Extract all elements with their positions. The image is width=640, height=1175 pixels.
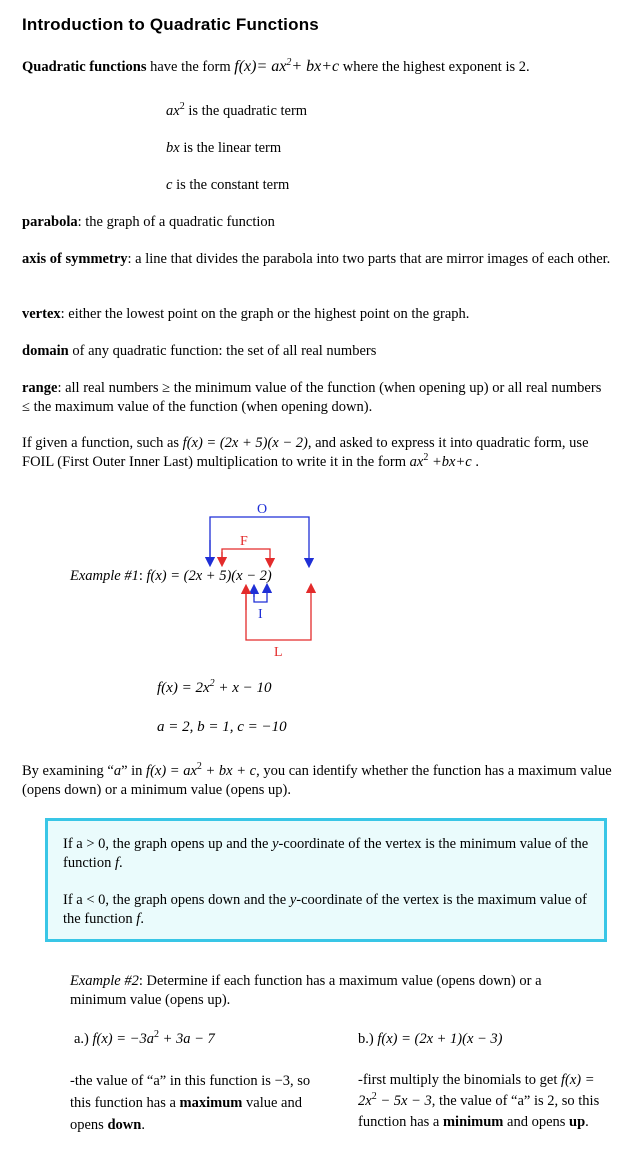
example1-line: Example #1: f(x) = (2x + 5)(x − 2) (70, 568, 272, 584)
examining-paragraph: By examining “a” in $f(x) = ax^2$ + bx + c, you can identify whether the function has a maximum value (opens down) or a minimum value (opens up). (22, 761, 612, 798)
def-domain: domain of any quadratic function: the set of all real numbers (22, 343, 377, 359)
example2-a-solution: -the value of “a” in this function is −3, so this function has a maximum value and opens down. (70, 1073, 311, 1133)
def-range: range: all real numbers ≥ the minimum value of the function (when opening up) or all real numbers ≤ the maximum value of the function (when opening down). (22, 380, 602, 415)
rule-box (45, 818, 607, 942)
def-parabola: parabola: the graph of a quadratic function (22, 214, 275, 230)
def-axis-of-symmetry: axis of symmetry: a line that divides the parabola into two parts that are mirror images of each other. (22, 251, 611, 267)
example2-intro: Example #2: Determine if each function has a maximum value (opens down) or a minimum value (opens up). (70, 973, 542, 1008)
outer-arrow (210, 517, 309, 563)
rule-negative: If a < 0, the graph opens down and the y-coordinate of the vertex is the maximum value of the function f. (63, 892, 587, 927)
label-f: F (240, 534, 248, 549)
label-i: I (258, 607, 263, 622)
def-vertex: vertex: either the lowest point on the graph or the highest point on the graph. (22, 306, 470, 322)
label-o: O (257, 502, 268, 517)
page-title: Introduction to Quadratic Functions (22, 15, 319, 34)
term-linear: bx is the linear term (166, 140, 282, 156)
rule-positive: If a > 0, the graph opens up and the y-coordinate of the vertex is the minimum value of the function f. (63, 836, 589, 871)
term-quadratic: $ax^2$ is the quadratic term (166, 101, 308, 119)
example2-a: a.) $f(x) = -3a^2 + 3a - 7$ (74, 1029, 215, 1047)
intro-term: Quadratic functions (22, 59, 147, 75)
intro-formula: $f(x)= ax^2+ bx+c$ (234, 57, 340, 75)
example1-result: $f(x) = 2x^2 + x - 10$ (157, 678, 272, 696)
example2-b-solution: -first multiply the binomials to get $f(x) = 2x^2 - 5x - 3$, the value of “a” is 2, so this function has a minimum and opens up. (358, 1072, 600, 1130)
intro-paragraph: Quadratic functions have the form $f(x)= ax^2+ bx+c$ where the highest exponent is 2. (22, 57, 530, 75)
inner-arrow (254, 588, 267, 602)
example1-function: f(x) = (2x + 5)(x − 2) (146, 568, 272, 584)
term-constant: c is the constant term (166, 177, 290, 193)
example2-b: b.) f(x) = (2x + 1)(x − 3) (358, 1031, 503, 1047)
foil-paragraph: If given a function, such as f(x) = (2x + 5)(x − 2), and asked to express it into quadratic form, use FOIL (First Outer Inner Last) multiplication to write it in the form $ax^2 +bx+c$ . (22, 435, 589, 470)
last-arrow (246, 588, 311, 640)
first-arrow (222, 549, 270, 563)
label-l: L (274, 645, 283, 660)
example1-coefficients: a = 2, b = 1, c = −10 (157, 719, 287, 735)
